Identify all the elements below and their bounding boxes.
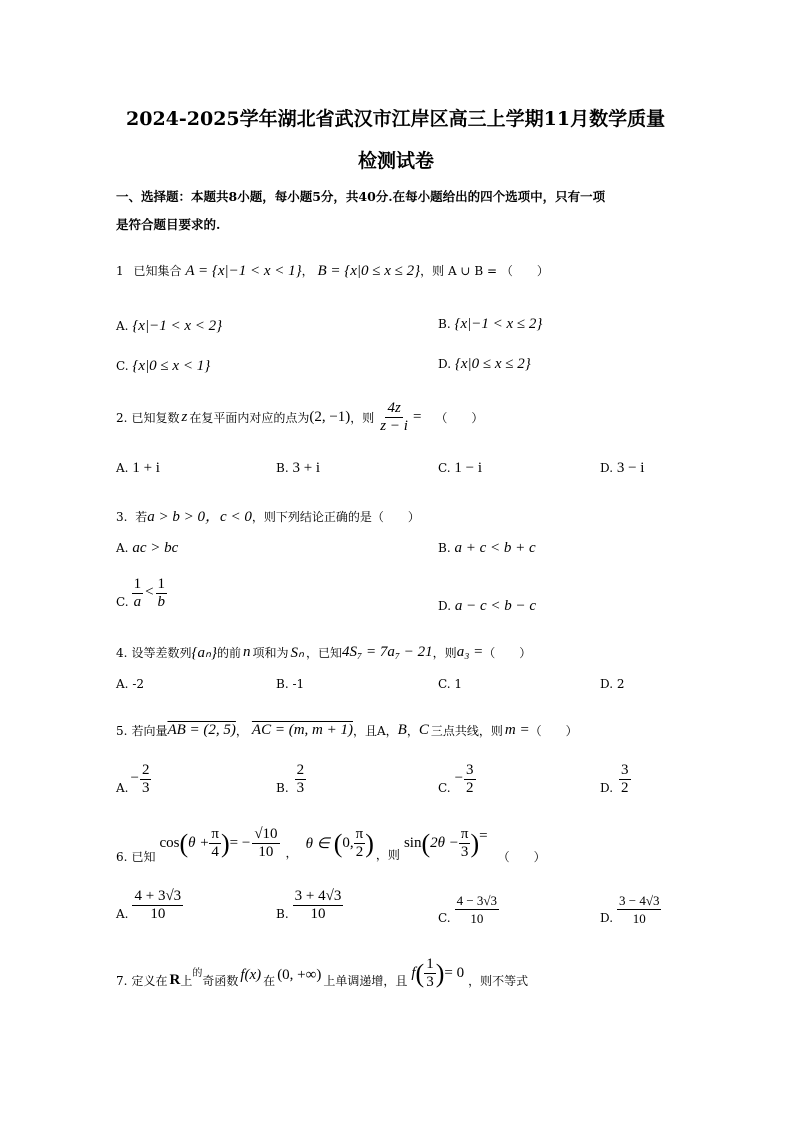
option-label: A.	[116, 781, 129, 795]
fraction	[619, 762, 631, 797]
numerator: 3	[621, 762, 629, 778]
comma: ，	[285, 846, 298, 860]
option-b[interactable]	[438, 540, 536, 557]
question-text: 上单调递增，且	[323, 974, 408, 988]
math-condition: 4S₇ = 7a₇ − 21	[341, 644, 433, 660]
question-text: 已知集合	[133, 264, 182, 278]
option-label: A.	[116, 541, 129, 555]
section-heading: 一、选择题：本题共8小题，每小题5分，共40分.在每小题给出的四个选项中，只有一项	[116, 189, 606, 204]
fraction	[132, 888, 183, 923]
question-text: ，则不等式	[468, 974, 529, 988]
question-1: 1 已知集合 A = {x|−1 < x < 1}， B = {x|0 ≤ x ≤ 2}，则 A ∪ B = （ ）	[116, 263, 549, 279]
fraction	[378, 400, 410, 435]
option-c[interactable]	[438, 677, 462, 691]
question-text: 的	[192, 968, 203, 979]
math-z: z	[181, 409, 188, 425]
equals-sign: =	[479, 828, 488, 844]
question-text: 若向量	[131, 724, 168, 738]
option-label: A.	[116, 907, 129, 921]
question-text: 已知复数	[131, 411, 180, 425]
set-b: B = {x|0 ≤ x ≤ 2}	[317, 263, 421, 279]
question-5: 5. 若向量 AB = (2, 5) ， AC = (m, m + 1) ，且A， B ， C 三点共线，则 m = （ ）	[116, 722, 578, 738]
option-a[interactable]	[116, 888, 183, 923]
option-label: B.	[438, 541, 451, 555]
question-text: ，且A，	[353, 724, 398, 738]
option-d[interactable]	[438, 598, 536, 615]
numerator: 1	[426, 956, 434, 972]
fraction	[464, 762, 476, 797]
answer-paren: （ ）	[435, 411, 484, 425]
math-condition: a > b > 0，c < 0	[147, 509, 252, 525]
question-7	[116, 956, 528, 991]
math-n: n	[242, 644, 251, 660]
option-d[interactable]	[600, 762, 631, 797]
question-6	[116, 822, 546, 865]
denominator: 4	[211, 844, 219, 860]
option-value: {x|0 ≤ x ≤ 2}	[454, 356, 531, 372]
point-c: C	[418, 722, 429, 738]
minus-sign: −	[130, 770, 139, 786]
denominator: 10	[470, 911, 484, 926]
vector-ac: AC = (m, m + 1)	[251, 722, 353, 738]
math-two-theta: 2θ −	[430, 835, 459, 851]
question-text: 定义在	[131, 974, 168, 988]
denominator: 10	[150, 906, 166, 922]
paren-open: (	[415, 958, 425, 988]
option-value: a − c < b − c	[454, 598, 537, 614]
math-interval: (0, +∞)	[277, 967, 322, 983]
option-value: -1	[292, 677, 305, 691]
math-f: f	[411, 965, 416, 981]
cos-function: cos	[159, 835, 180, 851]
option-value: 2	[616, 677, 625, 691]
fraction	[252, 826, 279, 861]
question-number: 3.	[116, 510, 128, 524]
numerator: 1	[157, 576, 166, 592]
equals-zero: = 0	[444, 965, 465, 981]
option-value: 1	[454, 677, 463, 691]
fraction	[617, 892, 661, 927]
paren-close: )	[470, 828, 480, 858]
option-b[interactable]	[276, 762, 306, 797]
option-value: 3 + i	[292, 460, 321, 476]
paren-close: )	[220, 828, 230, 858]
question-number: 5.	[116, 723, 128, 738]
option-a[interactable]	[116, 460, 160, 477]
paren-open: (	[179, 828, 189, 858]
option-c[interactable]	[116, 358, 210, 375]
question-number: 7.	[116, 973, 128, 988]
option-a[interactable]	[116, 318, 222, 335]
option-c[interactable]	[438, 892, 499, 927]
option-a[interactable]	[116, 677, 144, 691]
denominator: 10	[310, 906, 326, 922]
fraction	[459, 826, 471, 861]
question-number: 2.	[116, 410, 128, 425]
option-label: B.	[276, 677, 289, 691]
point-b: B	[397, 722, 407, 738]
math-m: m =	[504, 722, 530, 738]
question-text: 设等差数列	[131, 646, 192, 660]
set-a: A = {x|−1 < x < 1}	[185, 263, 302, 279]
question-text: 若	[135, 510, 148, 524]
option-b[interactable]	[276, 460, 320, 477]
question-text: 已知	[131, 850, 156, 864]
option-label: D.	[600, 781, 614, 795]
sin-function: sin	[403, 835, 422, 851]
vector-ab: AB = (2, 5)	[167, 722, 236, 738]
question-4	[116, 643, 531, 662]
option-label: C.	[438, 911, 451, 925]
math-theta: θ +	[188, 835, 210, 851]
option-label: C.	[438, 781, 451, 795]
option-value: -2	[132, 677, 145, 691]
option-label: D.	[600, 461, 614, 475]
question-text: 的前	[216, 646, 241, 660]
math-sequence: {aₙ}	[191, 645, 217, 661]
math-point: (2, −1)	[309, 409, 351, 425]
option-label: B.	[276, 907, 289, 921]
fraction	[132, 576, 144, 611]
equals-sign: =	[412, 409, 422, 425]
option-value: ac > bc	[132, 540, 179, 556]
question-text: ，已知	[305, 646, 342, 660]
math-a3: a₃ =	[456, 644, 484, 660]
numerator: π	[355, 826, 364, 842]
option-c[interactable]	[116, 576, 167, 611]
denominator: 2	[466, 780, 474, 796]
section-heading-line2: 是符合题目要求的.	[116, 217, 221, 232]
denominator: 10	[632, 911, 646, 926]
option-d[interactable]	[600, 892, 661, 927]
minus-sign: −	[454, 770, 464, 786]
option-label: B.	[276, 461, 289, 475]
option-label: A.	[116, 677, 129, 691]
less-than: <	[145, 584, 154, 600]
option-value: {x|−1 < x ≤ 2}	[454, 316, 543, 332]
fraction	[295, 762, 307, 797]
question-number: 1	[116, 264, 124, 278]
option-value: {x|−1 < x < 2}	[132, 318, 223, 334]
question-number: 6.	[116, 849, 128, 864]
option-value: 1 − i	[454, 460, 483, 476]
answer-paren: （ ）	[497, 850, 546, 864]
paren-close: )	[365, 828, 374, 858]
denominator: z − i	[380, 418, 408, 434]
numerator: 4z	[387, 400, 401, 416]
numerator: 2	[141, 762, 150, 778]
question-text: ，则	[375, 848, 400, 862]
math-theta-in: θ ∈	[305, 836, 330, 852]
question-text: 奇函数	[202, 974, 239, 988]
question-text: 上	[180, 974, 193, 988]
option-label: D.	[438, 357, 452, 371]
denominator: 3	[426, 974, 434, 990]
numerator: π	[211, 826, 219, 842]
denominator: 2	[621, 780, 629, 796]
numerator: 3 − 4√3	[619, 893, 660, 908]
math-r: R	[169, 972, 181, 988]
numerator: π	[460, 826, 469, 842]
option-a[interactable]	[116, 762, 151, 797]
option-label: D.	[600, 911, 614, 925]
option-value: a + c < b + c	[454, 540, 536, 556]
page-title-line2: 检测试卷	[358, 150, 435, 172]
option-d[interactable]	[438, 356, 531, 373]
answer-paren: （ ）	[529, 724, 578, 738]
paren-close: )	[435, 958, 445, 988]
option-label: C.	[116, 359, 129, 373]
denominator: 3	[460, 844, 469, 860]
numerator: 4 − 3√3	[456, 893, 498, 908]
option-label: B.	[276, 781, 289, 795]
option-label: C.	[116, 595, 129, 609]
denominator: b	[157, 594, 166, 610]
math-fx: f(x)	[240, 967, 262, 983]
option-label: D.	[600, 677, 614, 691]
question-text: ，	[406, 724, 419, 738]
question-text: 项和为	[252, 646, 289, 660]
fraction	[455, 892, 499, 927]
option-label: D.	[438, 599, 452, 613]
option-d[interactable]	[600, 460, 644, 477]
option-label: C.	[438, 461, 451, 475]
fraction	[140, 762, 152, 797]
math-sn: Sₙ	[290, 645, 304, 661]
denominator: 3	[296, 780, 305, 796]
option-label: C.	[438, 677, 451, 691]
option-b[interactable]	[276, 888, 343, 923]
numerator: 4 + 3√3	[134, 888, 182, 904]
option-b[interactable]	[276, 677, 304, 691]
option-value: 1 + i	[132, 460, 160, 476]
question-text: 在复平面内对应的点为	[189, 411, 310, 425]
numerator: √10	[254, 826, 278, 842]
numerator: 1	[133, 576, 142, 592]
answer-paren: （ ）	[483, 646, 532, 660]
numerator: 3 + 4√3	[294, 888, 342, 904]
numerator: 3	[466, 762, 474, 778]
denominator: 10	[258, 844, 274, 860]
fraction	[424, 956, 436, 991]
option-label: B.	[438, 317, 451, 331]
option-c[interactable]	[438, 762, 476, 797]
denominator: 2	[355, 844, 364, 860]
option-a[interactable]	[116, 540, 178, 557]
fraction	[354, 826, 366, 861]
option-label: A.	[116, 461, 129, 475]
paren-open: (	[333, 828, 343, 858]
equals-minus: = −	[229, 835, 251, 851]
question-text: ，则	[350, 411, 375, 425]
option-label: A.	[116, 319, 129, 333]
denominator: a	[133, 594, 142, 610]
fraction	[209, 826, 221, 861]
question-number: 4.	[116, 645, 128, 660]
option-c[interactable]	[438, 460, 482, 477]
question-text: 三点共线，则	[430, 724, 503, 738]
fraction	[156, 576, 168, 611]
option-value: {x|0 ≤ x < 1}	[132, 358, 211, 374]
question-text: 在	[263, 974, 276, 988]
denominator: 3	[141, 780, 150, 796]
question-ask: ，则下列结论正确的是（ ）	[251, 510, 420, 524]
question-3	[116, 505, 420, 526]
question-ask: ，则 A ∪ B = （ ）	[420, 264, 549, 278]
option-d[interactable]	[600, 677, 624, 691]
fraction	[293, 888, 344, 923]
option-value: 3 − i	[616, 460, 645, 476]
paren-open: (	[421, 828, 431, 858]
question-text: ，则	[432, 646, 457, 660]
option-b[interactable]	[438, 316, 542, 333]
math-zero: 0,	[342, 835, 354, 851]
question-2	[116, 400, 483, 435]
page-title: 2024-2025学年湖北省武汉市江岸区高三上学期11月数学质量	[126, 108, 666, 130]
numerator: 2	[296, 762, 305, 778]
